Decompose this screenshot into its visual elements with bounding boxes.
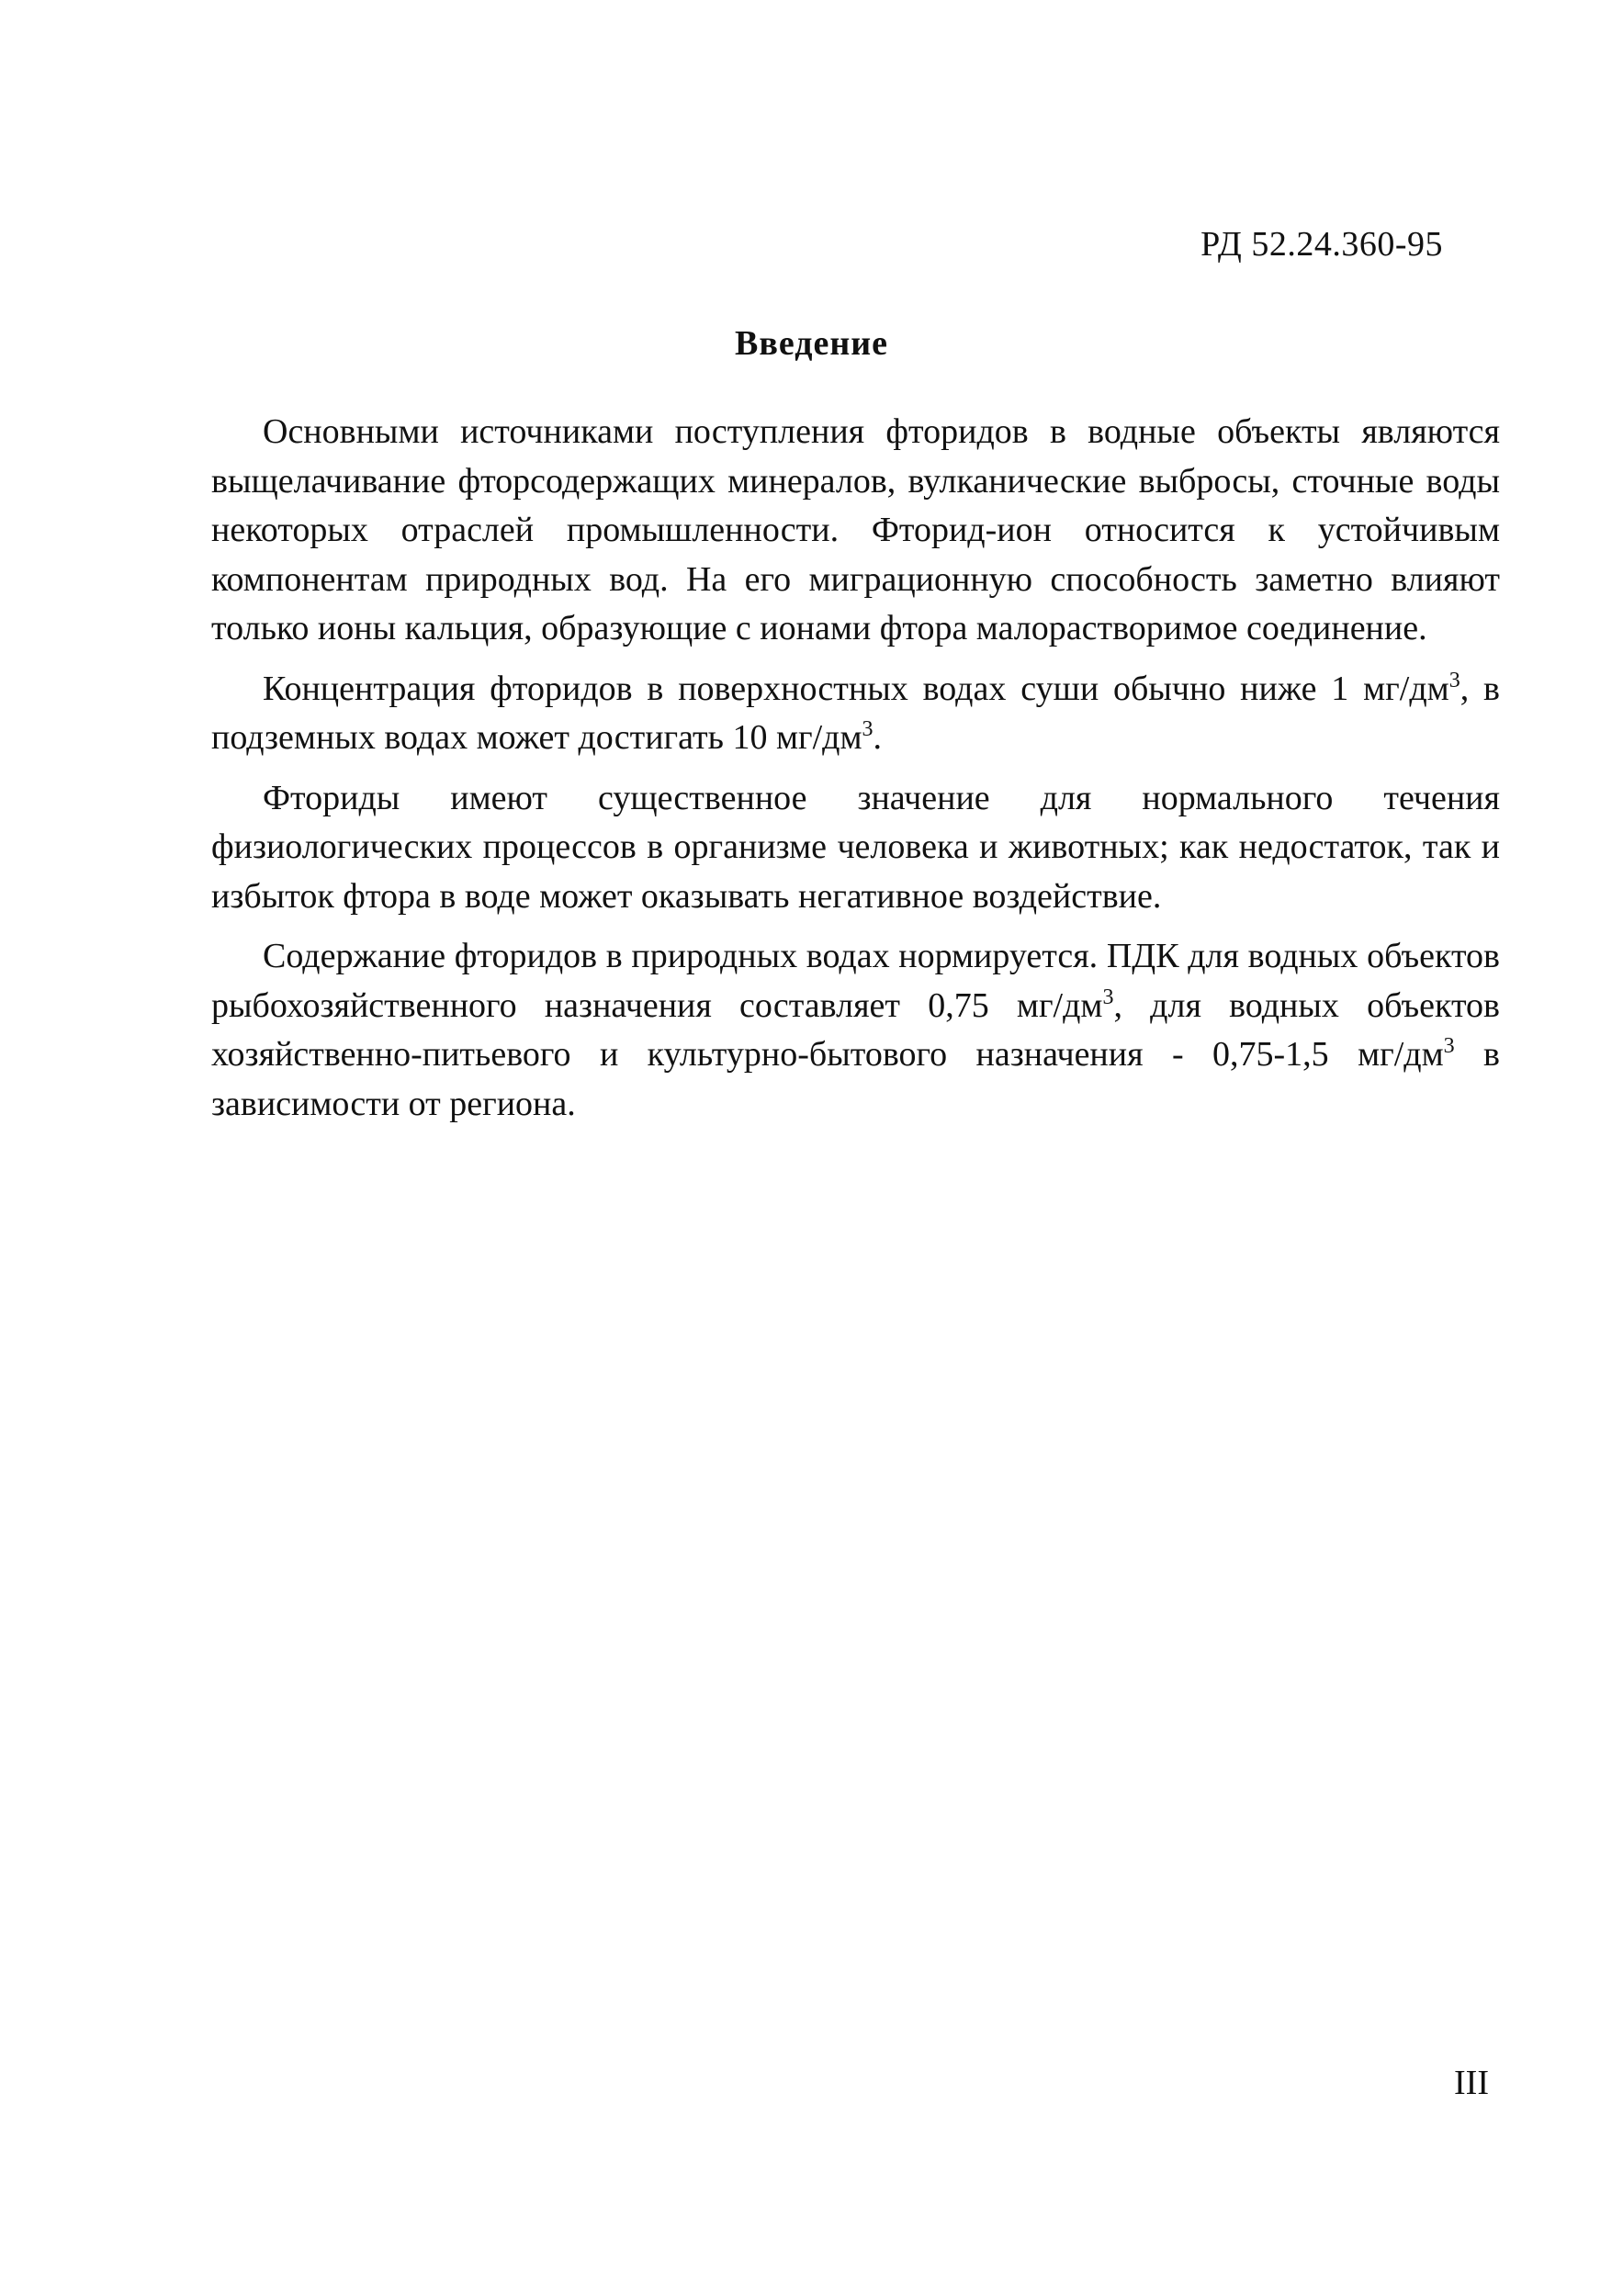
- concentration-text-2: , в подземных водах может достигать 10 мг/дм: [211, 669, 1500, 757]
- superscript-cubic: 3: [1102, 985, 1114, 1009]
- paragraph-regulation: [211, 932, 1500, 1129]
- superscript-cubic: 3: [862, 717, 873, 741]
- concentration-text-3: .: [873, 718, 883, 757]
- section-title: Введение: [735, 324, 888, 363]
- superscript-cubic: 3: [1448, 668, 1460, 692]
- page-number: III: [1454, 2064, 1489, 2102]
- regulation-text-1: Содержание фторидов в природных водах нормируется. ПДК для водных объектов рыбохозяйственного назначения составляет 0,75 мг/дм: [211, 937, 1500, 1025]
- document-code: РД 52.24.360-95: [1200, 225, 1443, 264]
- regulation-text-2: , для водных объектов хозяйственно-питьевого и культурно-бытового назначения - 0,75-1,5 мг/дм: [211, 985, 1500, 1074]
- paragraph-significance: Фториды имеют существенное значение для нормального течения физиологических процессов в организме человека и животных; как недостаток, так и избыток фтора в воде может оказывать негативное воздействие.: [211, 778, 1500, 916]
- concentration-text-1: Концентрация фторидов в поверхностных водах суши обычно ниже 1 мг/дм: [263, 669, 1449, 708]
- regulation-text-3: в зависимости от региона.: [211, 1035, 1500, 1123]
- document-body: [211, 408, 1500, 1140]
- paragraph-concentration: [211, 665, 1500, 763]
- superscript-cubic: 3: [1443, 1034, 1455, 1058]
- paragraph-sources: Основными источниками поступления фторидов в водные объекты являются выщелачивание фторсодержащих минералов, вулканические выбросы, сточные воды некоторых отраслей промышленности. Фторид-ион относится к устойчивым компонентам природных вод. На его миграционную способность заметно влияют только ионы кальция, образующие с ионами фтора малорастворимое соединение.: [211, 412, 1500, 647]
